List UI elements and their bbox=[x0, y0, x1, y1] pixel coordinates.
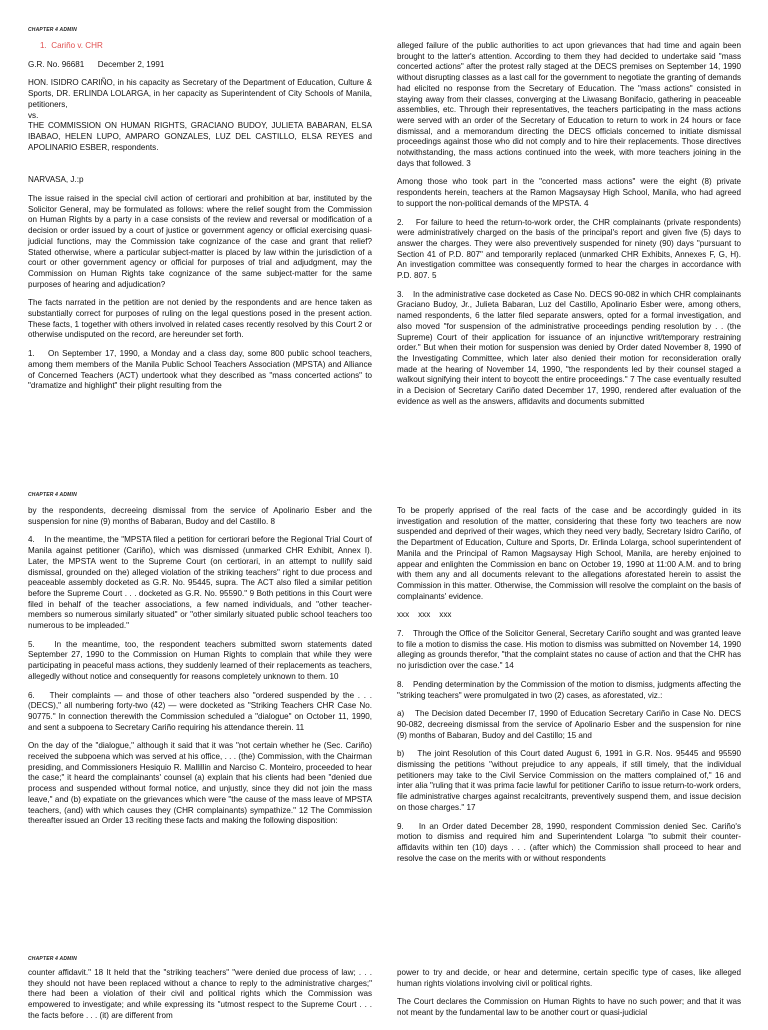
paragraph: alleged failure of the public authorities to act upon grievances that had time and again been brought to the latter's attention. According to them they had decided to undertake said "mass concerted actions" after the protest rally staged at the DECS premises on September 14, 1990 without disrupting classes as a last call for the government to negotiate the granting of demands had elicited no response from the Secretary of Education. The "mass actions" consisted in staying away from their classes, converging at the Liwasang Bonifacio, gathering in peaceable assemblies, etc. Through their representatives, the teachers participating in the mass actions were served with an order of the Secretary of Education to return to work in 24 hours or face dismissal, and a memorandum directing the DECS officials concerned to initiate dismissal proceedings against those who did not comply and to hire their replacements. Those directives notwithstanding, the mass actions continued into the week, with more teachers joining in the days that followed. 3 bbox=[397, 41, 741, 168]
paragraph: To be properly apprised of the real facts of the case and be accordingly guided in its investigation and resolution of the matter, considering that these forty two teachers are now suspended and deprived of their wages, which they need very badly, Secretary Isidro Cariño, of the Department of Education, Culture and Sports, Dr. Erlinda Lolarga, school superintendent of Manila and the Principal of Ramon Magsaysay High School, Manila, are hereby enjoined to appear and enlighten the Commission en banc on October 19, 1990 at 11:00 A.M. and to bring with them any and all documents relevant to the allegations aforestated herein to assist the Commission in this matter. Otherwise, the Commission will resolve the complaint on the basis of complainants' evidence. bbox=[397, 506, 741, 601]
paragraph: The Court declares the Commission on Human Rights to have no such power; and that it was not meant by the fundamental law to be another court or quasi-judicial bbox=[397, 997, 741, 1018]
paragraph: 9. In an Order dated December 28, 1990, respondent Commission denied Sec. Cariño's motion to dismiss and required him and Superintendent Lolarga "to submit their counter-affidavits within ten (10) days . . . (after which) the Commission shall proceed to hear and resolve the case on the merits with or without respondents bbox=[397, 821, 741, 863]
versus: vs. bbox=[28, 110, 39, 120]
left-column bbox=[28, 41, 372, 400]
left-column bbox=[28, 506, 372, 835]
ponente: NARVASA, J.:p bbox=[28, 175, 84, 185]
right-column bbox=[397, 506, 741, 872]
right-column bbox=[397, 41, 741, 416]
petitioners: HON. ISIDRO CARIÑO, in his capacity as Secretary of the Department of Education, Culture & Sports, DR. ERLINDA LOLARGA, in her capacity as Superintendent of City Schools of Manila, petitioners, bbox=[28, 78, 372, 109]
paragraph: counter affidavit." 18 It held that the "striking teachers" "were denied due process of law; . . . they should not have been replaced without a chance to reply to the administrative charges;" there had been a violation of their civil and political rights which the Commission was empowered to investigate; and while expressing its "utmost respect to the Supreme Court . . . the facts before . . . (it) are different from bbox=[28, 968, 372, 1020]
paragraph: a) The Decision dated December l7, 1990 of Education Secretary Cariño in Case No. DECS 90-082, decreeing dismissal from the service of Apolinario Esber and the suspension for nine (9) months of Babaran, Budoy and del Castillo; 15 and bbox=[397, 709, 741, 740]
paragraph: The facts narrated in the petition are not denied by the respondents and are hence taken as substantially correct for purposes of ruling on the legal questions posed in the present action. These facts, 1 together with others involved in related cases recently resolved by this Court 2 or otherwise undisputed on the record, are hereunder set forth. bbox=[28, 298, 372, 340]
document-page-2 bbox=[0, 492, 768, 948]
case-number: G.R. No. 96681 December 2, 1991 bbox=[28, 59, 165, 69]
paragraph: b) The joint Resolution of this Court dated August 6, 1991 in G.R. Nos. 95445 and 95590 dismissing the petitions "without prejudice to any appeals, if still timely, that the individual petitioners may take to the Civil Service Commission on the matters complained of," 16 and inter alia "ruling that it was prima facie lawful for petitioner Cariño to issue return-to-work orders, file administrative charges against recalcitrants, preventively suspend them, and issue decision on those charges." 17 bbox=[397, 749, 741, 812]
paragraph: 7. Through the Office of the Solicitor General, Secretary Cariño sought and was granted leave to file a motion to dismiss the case. His motion to dismiss was submitted on November 14, 1990 alleging as grounds therefor, "that the complaint states no cause of action and that the CHR has no jurisdiction over the case." 14 bbox=[397, 629, 741, 671]
right-column bbox=[397, 968, 741, 1027]
paragraph: The issue raised in the special civil action of certiorari and prohibition at bar, instituted by the Solicitor General, may be formulated as follows: where the relief sought from the Commission on Human Rights by a party in a case consists of the review and reversal or modification of a decision or order issued by a court of justice or government agency or official exercising quasi-judicial functions, may the Commission take cognizance of the case and grant that relief? Stated otherwise, where a particular subject-matter is placed by law within the jurisdiction of a court or other government agency or official for purposes of trial and adjudgment, may the Commission on Human Rights take cognizance of the same subject-matter for the same purposes of hearing and adjudication? bbox=[28, 194, 372, 289]
paragraph: by the respondents, decreeing dismissal from the service of Apolinario Esber and the suspension for nine (9) months of Babaran, Budoy and del Castillo. 8 bbox=[28, 506, 372, 526]
document-page-3 bbox=[0, 948, 768, 1024]
paragraph: power to try and decide, or hear and determine, certain specific type of cases, like alleged human rights violations involving civil or political rights. bbox=[397, 968, 741, 988]
left-column bbox=[28, 968, 372, 1030]
paragraph: 3. In the administrative case docketed as Case No. DECS 90-082 in which CHR complainants Graciano Budoy, Jr., Julieta Babaran, Luz del Castillo, Apolinario Esber were, among others, named respondents, 6 the latter filed separate answers, opted for a formal investigation, and also moved "for suspension of the administrative proceedings pending resolution by . . (the Supreme) Court of their application for issuance of an injunctive writ/temporary restraining order." But when their motion for suspension was denied by Order dated November 8, 1990 of the Investigating Committee, which later also denied their motion for reconsideration orally made at the hearing of November 14, 1990, "the respondents led by their counsel staged a walkout signifying their intent to boycott the entire proceedings." 7 The case eventually resulted in a Decision of Secretary Cariño dated December 17, 1990, rendered after evaluation of the evidence as well as the answers, affidavits and documents submitted bbox=[397, 289, 741, 406]
paragraph: 8. Pending determination by the Commission of the motion to dismiss, judgments affecting the "striking teachers" were promulgated in two (2) cases, as aforestated, viz.: bbox=[397, 679, 741, 700]
paragraph: 5. In the meantime, too, the respondent teachers submitted sworn statements dated September 27, 1990 to the Commission on Human Rights to complain that while they were participating in peaceful mass actions, they suddenly learned of their replacements as teachers, allegedly without notice and consequently for reasons completely unknown to them. 10 bbox=[28, 639, 372, 681]
paragraph: 6. Their complaints — and those of other teachers also "ordered suspended by the . . . (DECS)," all numbering forty-two (42) — were docketed as "Striking Teachers CHR Case No. 90775." In connection therewith the Commission scheduled a "dialogue" on October 11, 1990, and sent a subpoena to Secretary Cariño requiring his attendance therein. 11 bbox=[28, 690, 372, 732]
chapter-label: CHAPTER 4 ADMIN bbox=[28, 492, 77, 498]
paragraph: 1. On September 17, 1990, a Monday and a class day, some 800 public school teachers, among them members of the Manila Public School Teachers Association (MPSTA) and Alliance of Concerned Teachers (ACT) undertook what they described as "mass concerted actions" to "dramatize and highlight" their plight resulting from the bbox=[28, 349, 372, 391]
ellipsis-separator: xxx xxx xxx bbox=[397, 610, 452, 620]
paragraph: 4. In the meantime, the "MPSTA filed a petition for certiorari before the Regional Trial Court of Manila against petitioner (Cariño), which was dismissed (unmarked CHR Exhibit, Annex I). Later, the MPSTA went to the Supreme Court (on certiorari, in an attempt to nullify said dismissal, grounded on the) alleged violation of the striking teachers" right to due process and peaceable assembly docketed as G.R. No. 95445, supra. The ACT also filed a similar petition before the Supreme Court . . . docketed as G.R. No. 95590." 9 Both petitions in this Court were filed in behalf of the teacher associations, a few named individuals, and "other teacher-members so numerous similarly situated" or "other similarly situated public school teachers too numerous to be impleaded." bbox=[28, 535, 372, 631]
case-title: 1. Cariño v. CHR bbox=[40, 41, 103, 50]
paragraph: Among those who took part in the "concerted mass actions" were the eight (8) private respondents herein, teachers at the Ramon Magsaysay High School, Manila, who had agreed to support the non-political demands of the MPSTA. 4 bbox=[397, 177, 741, 208]
document-page-1 bbox=[0, 0, 768, 492]
chapter-label: CHAPTER 4 ADMIN bbox=[28, 27, 77, 33]
paragraph: 2. For failure to heed the return-to-work order, the CHR complainants (private respondents) were administratively charged on the basis of the principal's report and given five (5) days to answer the charges. They were also preventively suspended for ninety (90) days "pursuant to Section 41 of P.D. 807" and temporarily replaced (unmarked CHR Exhibits, Annexes F, G, H). An investigation committee was consequently formed to hear the charges in accordance with P.D. 807. 5 bbox=[397, 217, 741, 281]
chapter-label: CHAPTER 4 ADMIN bbox=[28, 956, 77, 962]
respondents: THE COMMISSION ON HUMAN RIGHTS, GRACIANO BUDOY, JULIETA BABARAN, ELSA IBABAO, HELEN LUPO, AMPARO GONZALES, LUZ DEL CASTILLO, ELSA REYES and APOLINARIO ESBER, respondents. bbox=[28, 121, 372, 152]
paragraph: On the day of the "dialogue," although it said that it was "not certain whether he (Sec. Cariño) received the subpoena which was served at his office, . . . (the) Commission, with the Chairman presiding, and Commissioners Hesiquio R. Mallillin and Narciso C. Monteiro, proceeded to hear the case;" it heard the complainants' counsel (a) explain that his clients had been "denied due process and suspended without formal notice, and unjustly, since they did not join the mass leave," and (b) expatiate on the grievances which were "the cause of the mass leave of MPSTA teachers, (and) with which causes they (CHR complainants) sympathize." 12 The Commission thereafter issued an Order 13 reciting these facts and making the following disposition: bbox=[28, 741, 372, 826]
